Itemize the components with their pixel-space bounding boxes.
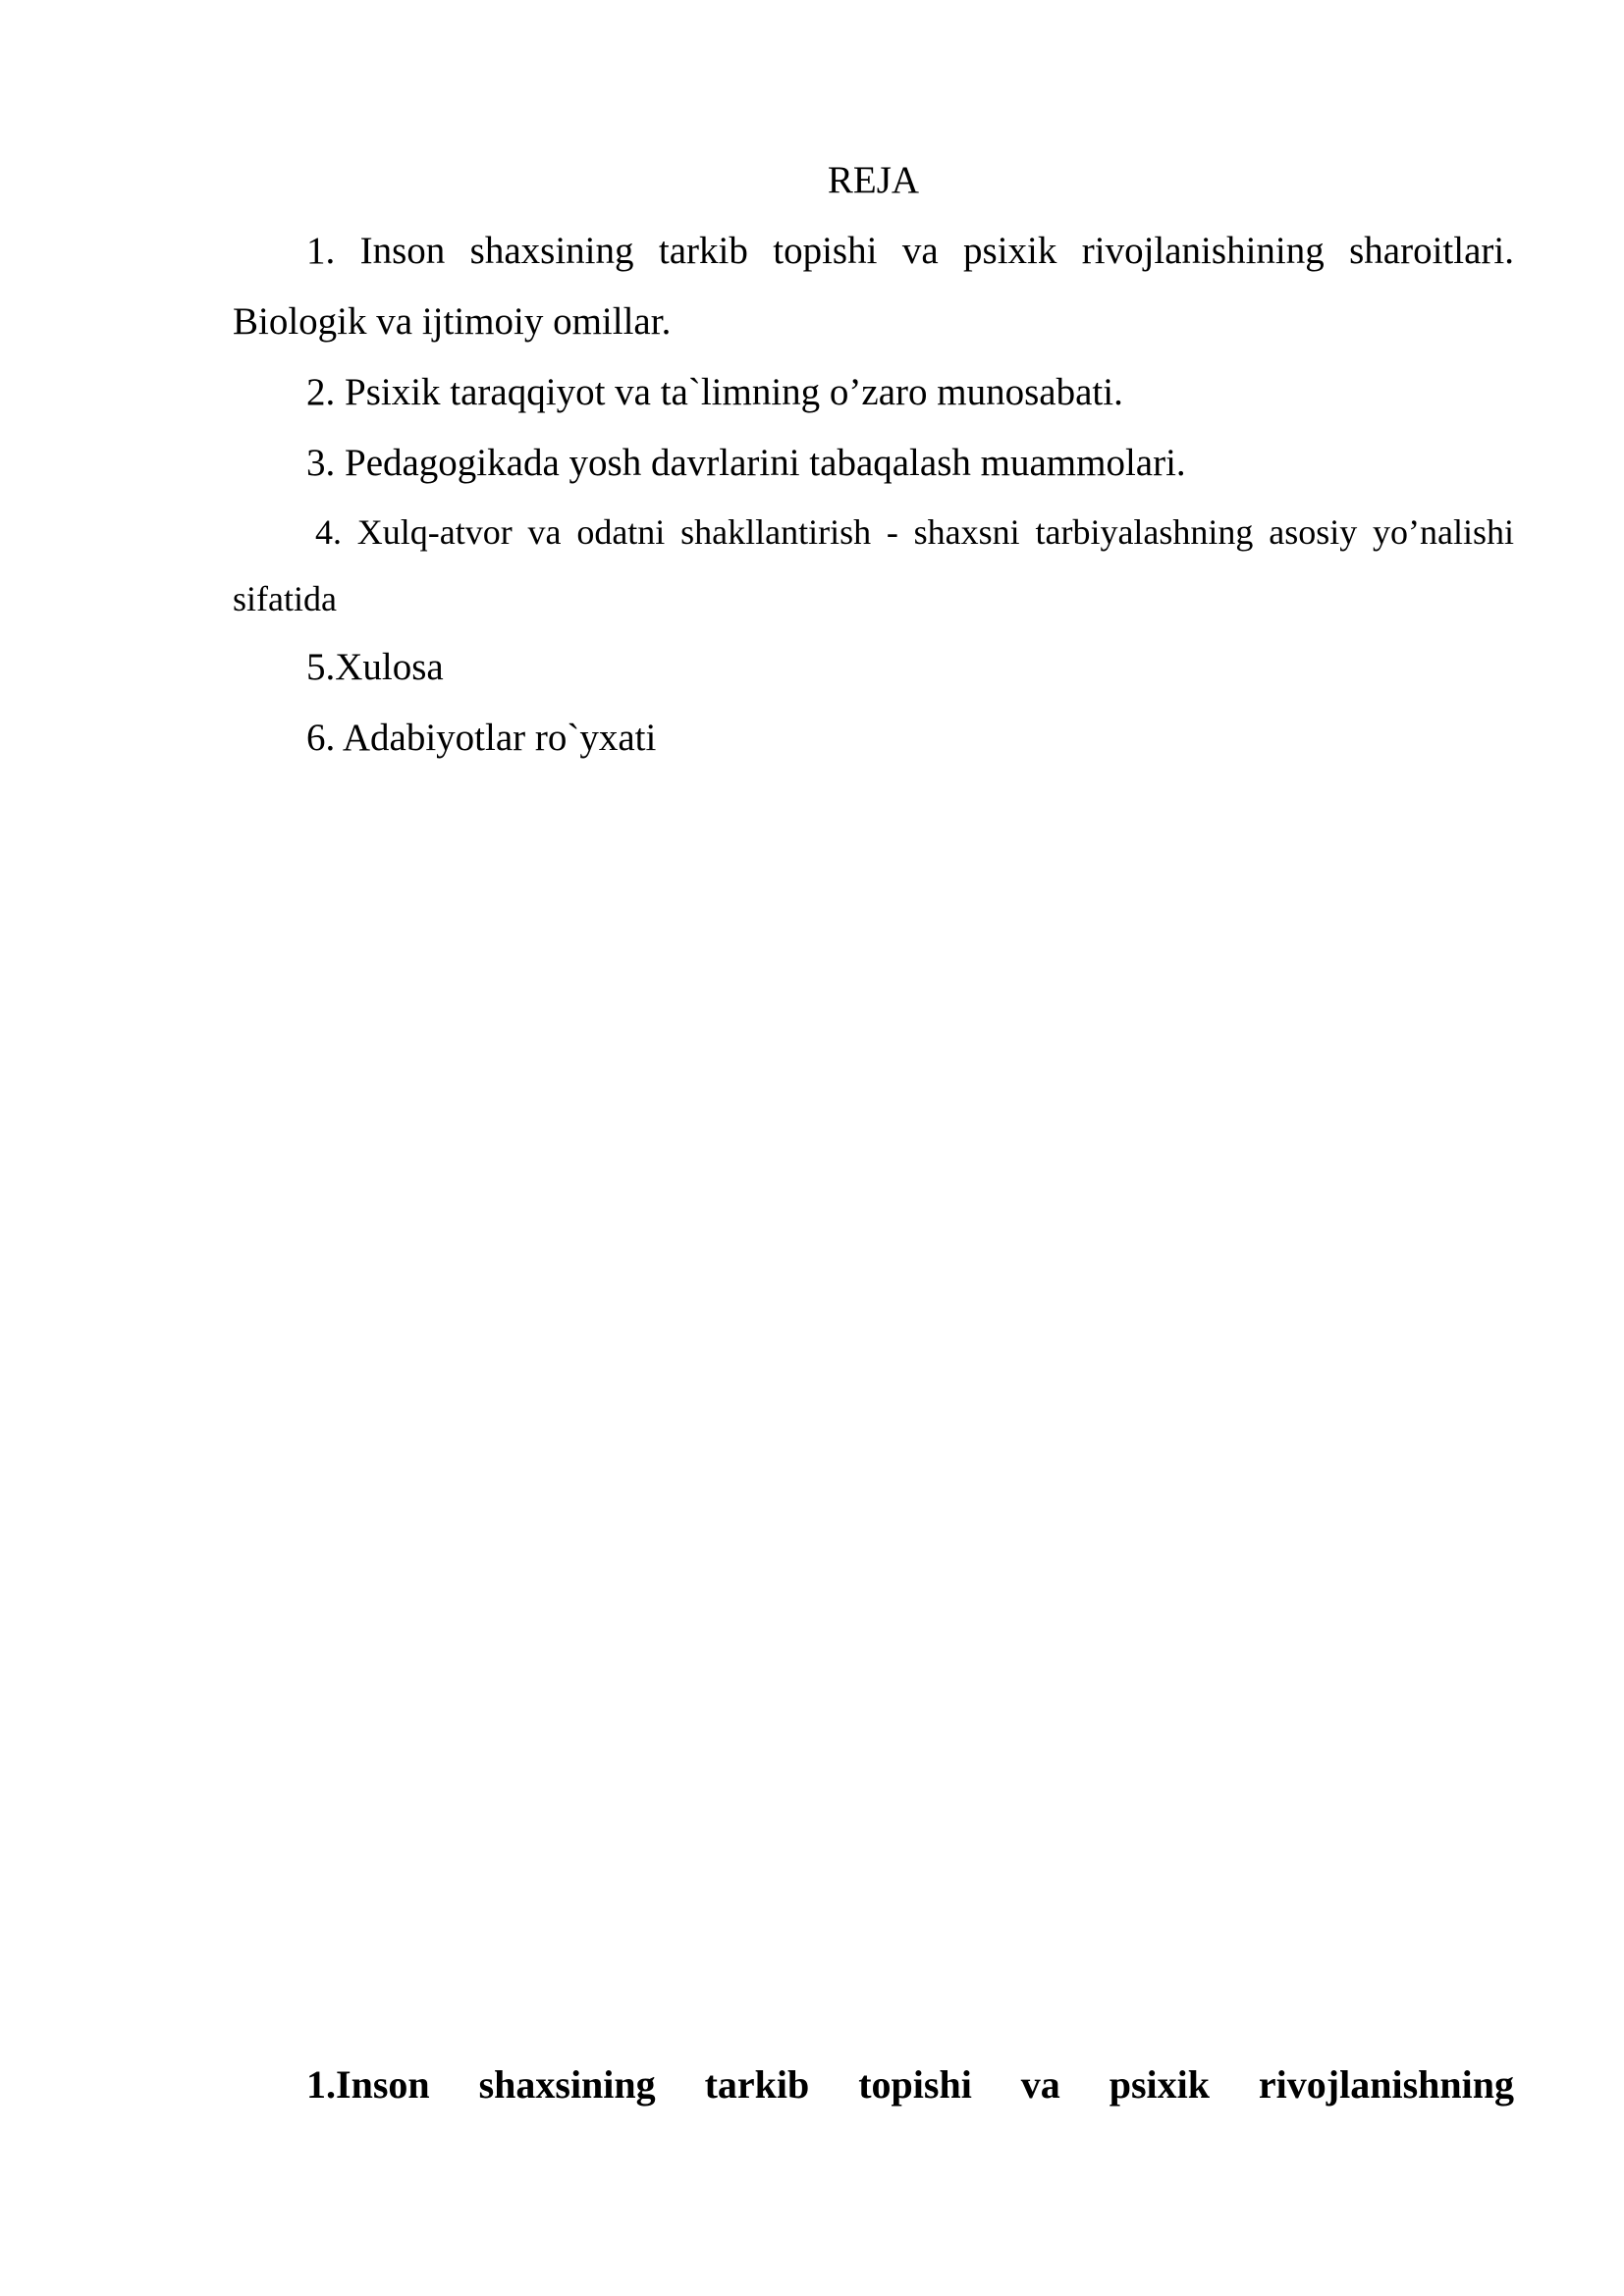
plan-item-2: 2. Psixik taraqqiyot va ta`limning o’zaro munosabati. <box>306 371 1123 413</box>
page-title: REJA <box>827 159 920 201</box>
plan-item-3: 3. Pedagogikada yosh davrlarini tabaqalash muammolari. <box>306 442 1186 484</box>
plan-item-5: 5.Xulosa <box>306 646 444 688</box>
plan-item-6: 6. Adabiyotlar ro`yxati <box>306 717 657 759</box>
plan-item-1: 1. Inson shaxsining tarkib topishi va psixik rivojlanishining sharoitlari. Biologik va ijtimoiy omillar. <box>233 230 1514 343</box>
plan-item-4: 4. Xulq-atvor va odatni shakllantirish - shaxsni tarbiyalashning asosiy yo’nalishi sifatida <box>233 512 1514 618</box>
section-heading: 1.Inson shaxsining tarkib topishi va psixik rivojlanishning <box>306 2062 1514 2107</box>
